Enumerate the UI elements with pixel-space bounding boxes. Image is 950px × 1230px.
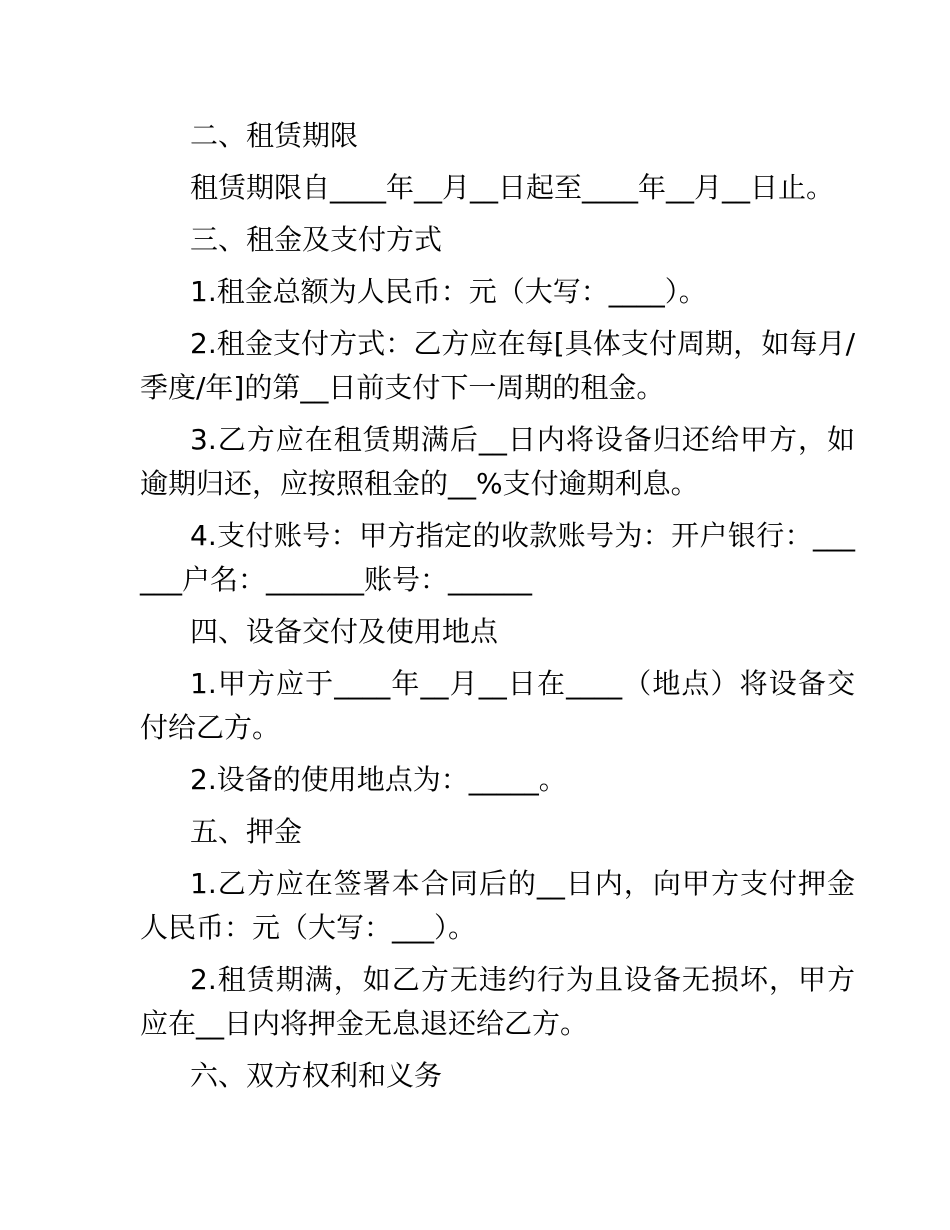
section-heading-lease-term: 二、租赁期限 <box>190 119 359 152</box>
clause-equipment-return: 3.乙方应在租赁期满后__日内将设备归还给甲方，如逾期归还，应按照租金的__%支付逾期利息。 <box>140 423 855 500</box>
clause-payment-account: 4.支付账号：甲方指定的收款账号为：开户银行：______户名：_______账号：______ <box>140 519 855 596</box>
clause-lease-term-dates: 租赁期限自____年__月__日起至____年__月__日止。 <box>190 171 835 204</box>
clause-rent-payment-method: 2.租金支付方式：乙方应在每[具体支付周期，如每月/季度/年]的第__日前支付下一周期的租金。 <box>140 327 855 404</box>
section-heading-deposit: 五、押金 <box>190 815 303 848</box>
clause-rent-total: 1.租金总额为人民币：元（大写：____）。 <box>190 275 707 308</box>
clause-usage-location: 2.设备的使用地点为：_____。 <box>190 763 567 796</box>
clause-delivery-date-place: 1.甲方应于____年__月__日在____（地点）将设备交付给乙方。 <box>140 667 855 744</box>
clause-deposit-payment: 1.乙方应在签署本合同后的__日内，向甲方支付押金人民币：元（大写：___）。 <box>140 867 855 944</box>
clause-deposit-refund: 2.租赁期满，如乙方无违约行为且设备无损坏，甲方应在__日内将押金无息退还给乙方。 <box>140 963 855 1040</box>
section-heading-rent-payment: 三、租金及支付方式 <box>190 223 443 256</box>
section-heading-delivery-location: 四、设备交付及使用地点 <box>190 615 499 648</box>
section-heading-rights-obligations: 六、双方权利和义务 <box>190 1059 443 1092</box>
